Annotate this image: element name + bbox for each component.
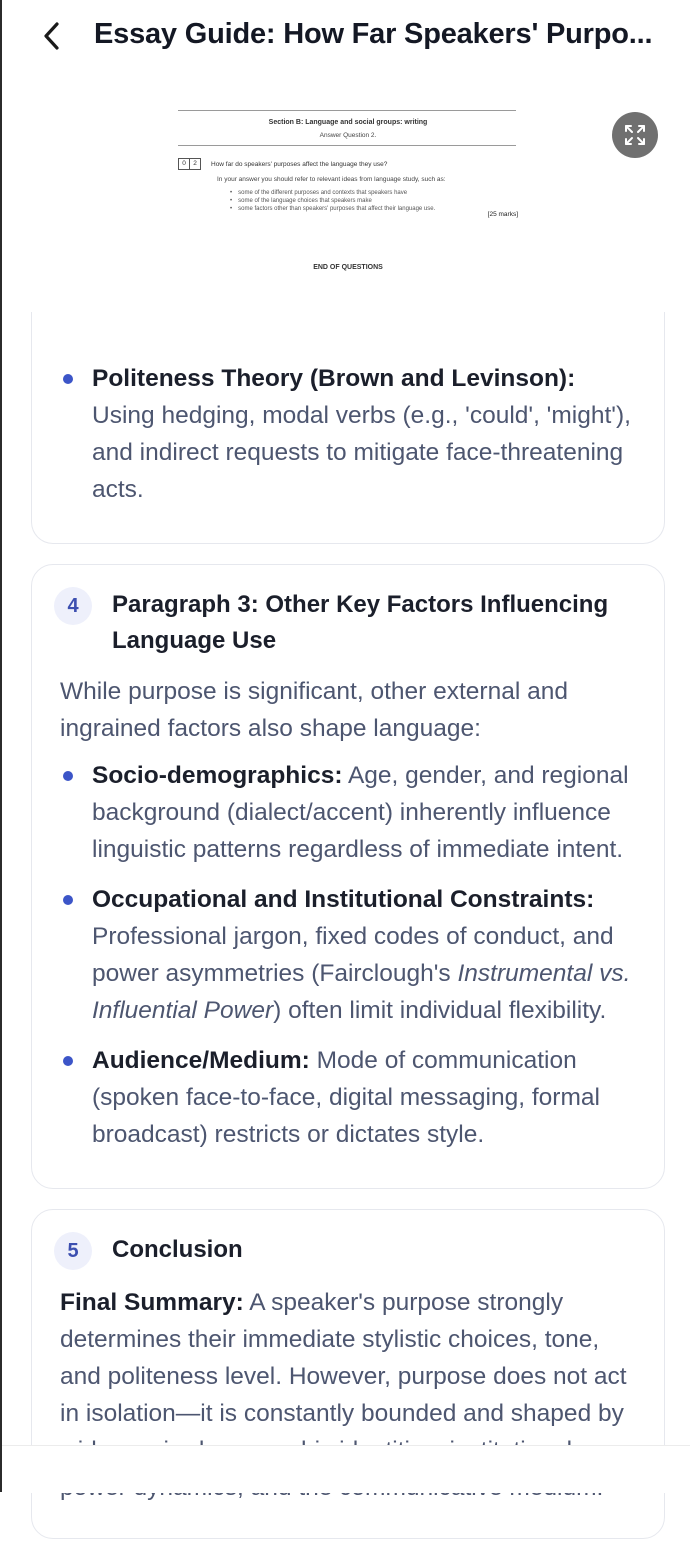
exam-bullet: • some of the different purposes and contexts that speakers have [230,189,518,197]
bullet-text: Mode of communication (spoken face-to-face, digital messaging, formal broadcast) restricts or dictates style. [92,1047,600,1148]
section-header [60,1232,636,1270]
exam-bullet: • some of the language choices that speakers make [230,197,518,205]
bottom-bar [2,1445,690,1493]
bullet-dot-icon [63,771,73,781]
exam-document-preview[interactable] [2,96,690,326]
bullet-label: Socio-demographics: [92,762,343,789]
essay-guide-scroll-area[interactable] [2,352,690,1445]
exam-end-label: END OF QUESTIONS [313,264,383,271]
bullet-text: Age, gender, and regional background (dialect/accent) inherently influence linguistic patterns regardless of immediate intent. [92,762,629,863]
exam-bullet: • some factors other than speakers' purposes that affect their language use. [230,205,518,213]
exam-page [178,110,518,271]
section-title: Paragraph 3: Other Key Factors Influencing Language Use [112,591,609,654]
section-card-paragraph-2 [31,312,665,544]
section-number-badge: 4 [54,587,92,625]
exam-question [178,158,518,170]
section-intro: While purpose is significant, other external and ingrained factors also shape language: [60,678,568,742]
exam-answer-instruction: Answer Question 2. [319,132,377,139]
divider [178,145,516,146]
bullet-italic-text: Instrumental vs. Influential Power [92,960,631,1024]
chevron-left-icon [42,21,62,51]
exam-bullet-list [230,189,518,213]
back-button[interactable] [36,18,68,54]
essay-guide-content [2,312,690,1559]
bullet-text: ) often limit individual flexibility. [273,997,607,1024]
divider [178,110,516,111]
bullet-label: Occupational and Institutional Constraints: [92,886,595,913]
question-number-box [178,158,201,170]
bullet-label: Politeness Theory (Brown and Levinson): [92,365,576,392]
section-title: Conclusion [112,1236,243,1263]
bullet-list [60,312,636,508]
bullet-dot-icon [63,1056,73,1066]
expand-icon [623,123,647,147]
exam-marks: [25 marks] [487,211,518,218]
summary-label: Final Summary: [60,1289,244,1316]
section-header [60,587,636,659]
question-number-digit: 0 [179,159,190,169]
bullet-item [60,360,636,508]
bullet-item [60,1042,636,1153]
question-number-digit: 2 [193,160,197,167]
bullet-item [60,881,636,1029]
bullet-dot-icon [63,374,73,384]
section-number-badge: 5 [54,1232,92,1270]
bullet-dot-icon [63,895,73,905]
bullet-text: Professional jargon, fixed codes of conduct, and power asymmetries (Fairclough's [92,923,614,987]
expand-button[interactable] [612,112,658,158]
exam-refer-instruction: In your answer you should refer to relevant ideas from language study, such as: [217,176,446,183]
bullet-label: Audience/Medium: [92,1047,310,1074]
summary-text: A speaker's purpose strongly determines their immediate stylistic choices, tone, and politeness level. However, purpose does not act in isolation—it is constantly bounded and shaped by [60,1289,627,1427]
section-card-paragraph-3 [31,564,665,1189]
bullet-item [60,757,636,868]
bullet-list [60,757,636,1153]
page-title: Essay Guide: How Far Speakers' Purpo... [94,18,653,50]
bullet-text: Using hedging, modal verbs (e.g., 'could', 'might'), and indirect requests to mitigate face-threatening acts. [92,402,631,503]
exam-section-title: Section B: Language and social groups: writing [268,119,428,126]
exam-question-text: How far do speakers' purposes affect the language they use? [211,160,388,168]
top-bar [2,0,690,76]
